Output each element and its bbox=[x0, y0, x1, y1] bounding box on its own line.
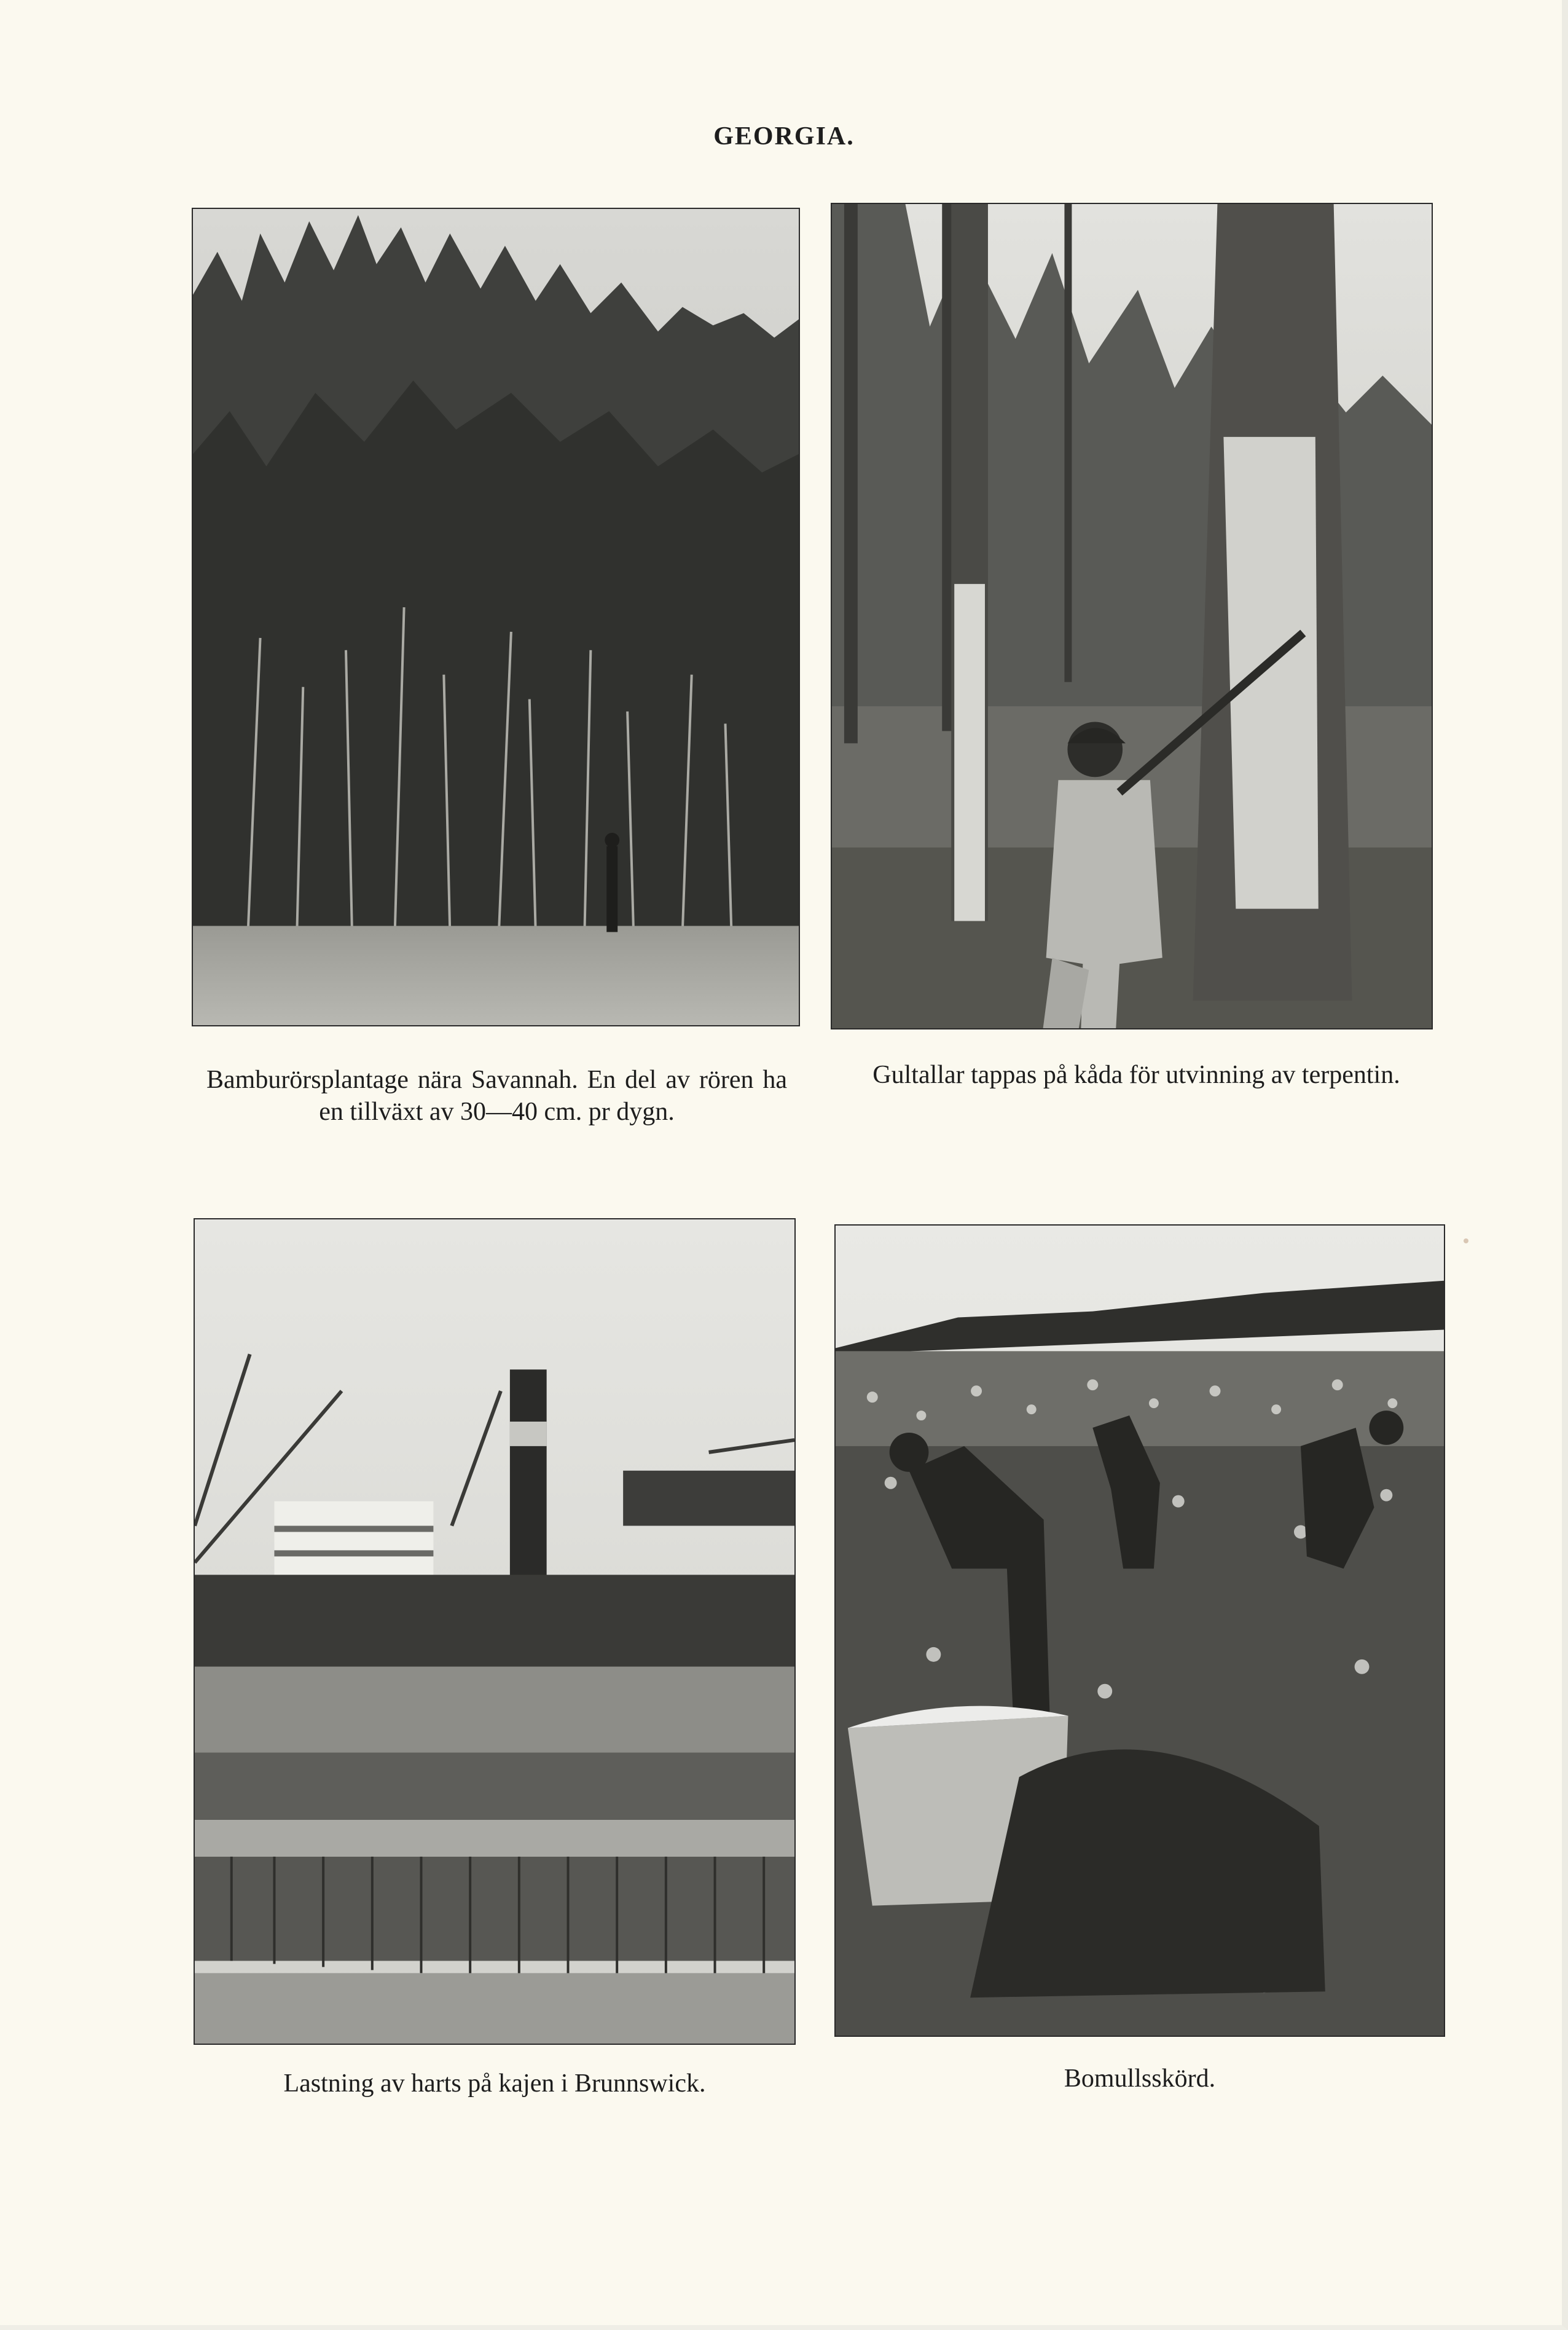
page-title: GEORGIA. bbox=[713, 122, 855, 151]
bamboo-plantation-photo bbox=[192, 208, 800, 1026]
paper-speck bbox=[1464, 1238, 1468, 1243]
cotton-caption: Bomullsskörd. bbox=[1064, 2064, 1216, 2093]
resin-caption: Lastning av harts på kajen i Brunnswick. bbox=[283, 2069, 706, 2098]
bamboo-caption: Bamburörsplantage nära Savannah. En del av rören ha en tillväxt av 30—40 cm. pr dygn. bbox=[206, 1066, 787, 1126]
cotton-harvest-photo bbox=[834, 1224, 1445, 2037]
resin-loading-photo bbox=[194, 1218, 796, 2045]
turpentine-caption: Gultallar tappas på kåda för utvinning av terpentin. bbox=[872, 1061, 1400, 1089]
turpentine-tapping-photo bbox=[831, 203, 1433, 1029]
